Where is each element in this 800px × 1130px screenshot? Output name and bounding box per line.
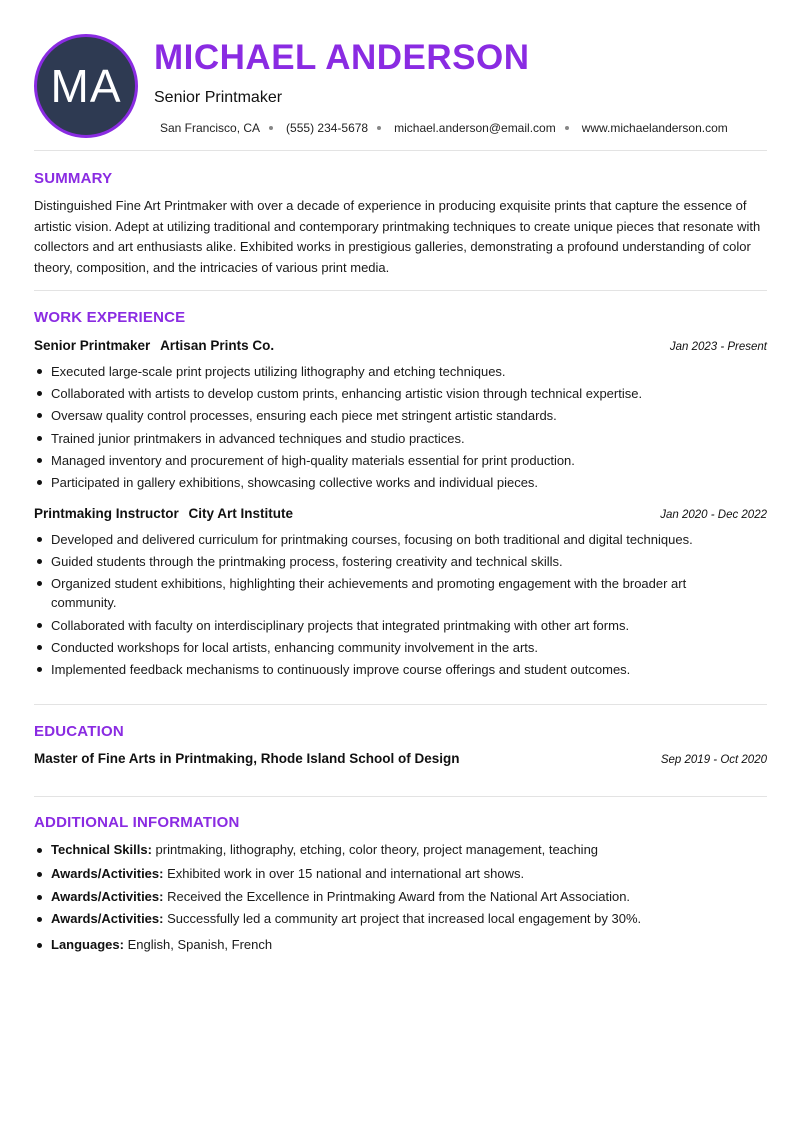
contact-email[interactable]: michael.anderson@email.com <box>394 121 556 135</box>
list-item: Managed inventory and procurement of high-quality materials essential for print production. <box>34 451 767 470</box>
list-item: Collaborated with artists to develop custom prints, enhancing artistic vision through technical expertise. <box>34 384 767 403</box>
divider <box>34 290 767 291</box>
item-value: Successfully led a community art project that increased local engagement by 30%. <box>167 911 642 926</box>
list-item: Developed and delivered curriculum for printmaking courses, focusing on both traditional and digital techniques. <box>34 530 767 549</box>
job-company: Artisan Prints Co. <box>160 338 275 353</box>
job-role: Senior Printmaker <box>34 338 151 353</box>
item-label: Awards/Activities: <box>51 866 164 881</box>
contact-phone: (555) 234-5678 <box>286 121 369 135</box>
job-company: City Art Institute <box>188 506 294 521</box>
candidate-name: MICHAEL ANDERSON <box>154 38 530 77</box>
job-header <box>34 338 767 353</box>
contact-location: San Francisco, CA <box>160 121 261 135</box>
additional-heading: ADDITIONAL INFORMATION <box>34 814 240 831</box>
divider <box>34 796 767 797</box>
summary-heading: SUMMARY <box>34 170 113 187</box>
item-value: Received the Excellence in Printmaking Award from the National Art Association. <box>167 889 631 904</box>
list-item: Implemented feedback mechanisms to continuously improve course offerings and student outcomes. <box>34 660 767 679</box>
item-label: Technical Skills: <box>51 842 152 857</box>
experience-heading: WORK EXPERIENCE <box>34 309 186 326</box>
candidate-title: Senior Printmaker <box>154 89 283 106</box>
job-dates: Jan 2020 - Dec 2022 <box>660 509 767 521</box>
list-item: Trained junior printmakers in advanced techniques and studio practices. <box>34 429 767 448</box>
job-role: Printmaking Instructor <box>34 506 179 521</box>
job-dates: Jan 2023 - Present <box>669 341 767 353</box>
education-heading: EDUCATION <box>34 723 124 740</box>
education-dates: Sep 2019 - Oct 2020 <box>660 754 767 766</box>
separator-dot <box>377 126 381 130</box>
education-degree: Master of Fine Arts in Printmaking, Rhode Island School of Design <box>34 751 460 766</box>
list-item: Collaborated with faculty on interdisciplinary projects that integrated printmaking with other art forms. <box>34 616 767 635</box>
item-value: printmaking, lithography, etching, color theory, project management, teaching <box>155 842 599 857</box>
item-value: English, Spanish, French <box>127 937 273 952</box>
job-header <box>34 506 767 521</box>
separator-dot <box>269 126 273 130</box>
avatar-initials: MA <box>50 60 122 112</box>
contact-info <box>160 121 728 135</box>
item-label: Awards/Activities: <box>51 911 164 926</box>
list-item: Oversaw quality control processes, ensuring each piece met stringent artistic standards. <box>34 406 767 425</box>
item-label: Languages: <box>51 937 124 952</box>
list-item: Organized student exhibitions, highlighting their achievements and promoting engagement with the broader art community. <box>34 574 734 612</box>
list-item <box>34 911 767 926</box>
contact-website[interactable]: www.michaelanderson.com <box>581 121 728 135</box>
avatar <box>34 34 138 138</box>
list-item: Guided students through the printmaking process, fostering creativity and technical skills. <box>34 552 767 571</box>
resume-header <box>34 34 767 138</box>
list-item <box>34 889 767 904</box>
list-item <box>34 866 767 881</box>
divider <box>34 150 767 151</box>
summary-text: Distinguished Fine Art Printmaker with over a decade of experience in producing exquisite prints that capture the essence of artistic vision. Adept at utilizing traditional and contemporary printmaking techniques to create unique pieces that resonate with collectors and art enthusiasts alike. Exhibited works in prestigious galleries, demonstrating a profound understanding of color theory, composition, and the intricacies of various print media. <box>34 198 761 275</box>
list-item: Conducted workshops for local artists, enhancing community involvement in the arts. <box>34 638 767 657</box>
list-item <box>34 842 767 857</box>
item-label: Awards/Activities: <box>51 889 164 904</box>
list-item: Participated in gallery exhibitions, showcasing collective works and individual pieces. <box>34 473 767 492</box>
list-item: Executed large-scale print projects utilizing lithography and etching techniques. <box>34 362 767 381</box>
job-bullets <box>34 362 767 492</box>
separator-dot <box>565 126 569 130</box>
list-item <box>34 937 767 952</box>
item-value: Exhibited work in over 15 national and international art shows. <box>167 866 525 881</box>
job-bullets <box>34 530 767 679</box>
divider <box>34 704 767 705</box>
